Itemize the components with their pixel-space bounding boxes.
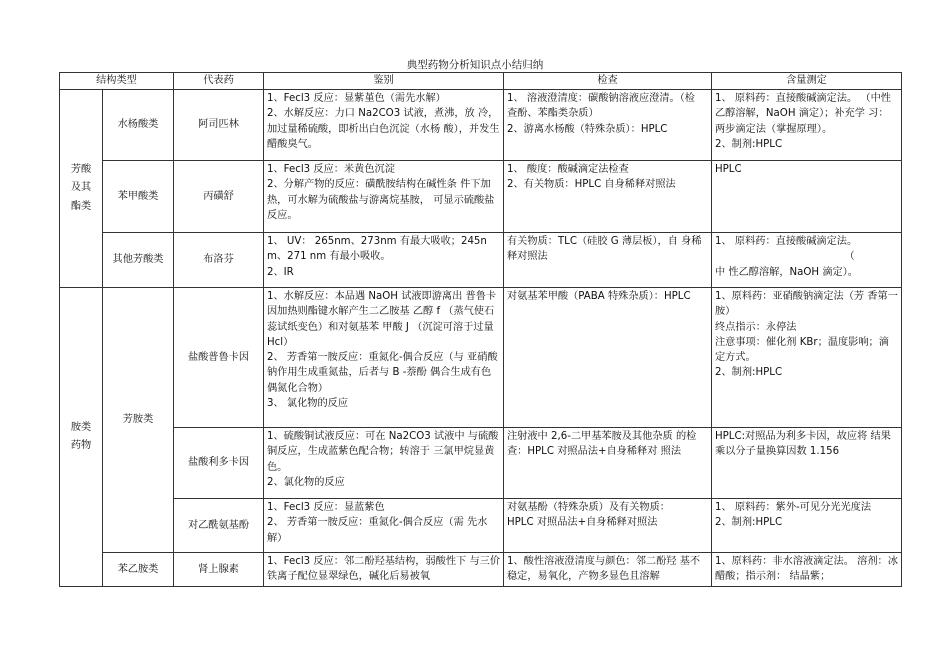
table-row	[60, 288, 902, 428]
group-amine-drugs: 胺类 药物	[60, 288, 103, 587]
group-aromatic-acids: 芳酸 及其 酯类	[60, 90, 103, 288]
header-identification: 鉴别	[264, 73, 504, 90]
identification-cell: 1、水解反应：本品遇 NaOH 试液即游离出 普鲁卡因加热则酯键水解产生二乙胺基 乙醇 f （蒸气使石蕊试纸变色）和对氨基苯 甲酸 J （沉淀可溶于过量 Hcl） 2、 芳香第一胺反应：重氮化-偶合反应（与 亚硝酸钠作用生成重氮盐，后者与 B -萘酚 偶合生成有色偶氮化合物） 3、 氯化物的反应	[264, 288, 504, 428]
header-row	[60, 73, 902, 90]
drug-cell: 布洛芬	[174, 233, 264, 288]
assay-cell: 1、原料药：亚硝酸钠滴定法（芳 香第一胺） 终点指示：永停法 注意事项：催化剂 KBr；温度影响；滴定方式。 2、制剂:HPLC	[712, 288, 902, 428]
assay-cell: 1、原料药：非水溶液滴定法。 溶剂：冰醋酸；指示剂： 结晶紫；	[712, 553, 902, 587]
assay-cell: HPLC:对照品为利多卡因，故应将 结果乘以分子量换算因数 1.156	[712, 428, 902, 499]
inspection-cell: 1、 酸度：酸碱滴定法检查 2、有关物质：HPLC 自身稀释对照法	[504, 161, 712, 233]
knowledge-table	[59, 72, 902, 587]
subtype-cell: 苯乙胺类	[103, 553, 174, 587]
document-title: 典型药物分析知识点小结归纳	[406, 59, 544, 71]
identification-cell: 1、Fecl3 反应：米黄色沉淀 2、分解产物的反应：磺酰胺结构在碱性条 件下加热，可水解为硫酸盐与游离烷基胺， 可显示硫酸盐反应。	[264, 161, 504, 233]
identification-cell: 1、 UV： 265nm、273nm 有最大吸收；245nm、271 nm 有最小吸收。 2、IR	[264, 233, 504, 288]
table-row	[60, 233, 902, 288]
header-drug: 代表药	[174, 73, 264, 90]
header-inspection: 检查	[504, 73, 712, 90]
header-structure-type: 结构类型	[60, 73, 174, 90]
table-row	[60, 553, 902, 587]
identification-cell: 1、硫酸铜试液反应：可在 Na2CO3 试液中 与硫酸铜反应，生成蓝紫色配合物；转溶于 三氯甲烷显黄色。 2、氯化物的反应	[264, 428, 504, 499]
identification-cell: 1、Fecl3 反应：显紫堇色（需先水解） 2、水解反应：力口 Na2CO3 试液，煮沸，放 冷，加过量稀硫酸，即析出白色沉淀（水杨 酸），并发生醋酸臭气。	[264, 90, 504, 161]
inspection-cell: 注射液中 2,6-二甲基苯胺及其他杂质 的检查：HPLC 对照品法+自身稀释对 照法	[504, 428, 712, 499]
inspection-cell: 对氨基苯甲酸（PABA 特殊杂质）：HPLC	[504, 288, 712, 428]
identification-cell: 1、Fecl3 反应：显蓝紫色 2、 芳香第一胺反应：重氮化-偶合反应（需 先水解）	[264, 499, 504, 553]
subtype-cell: 水杨酸类	[103, 90, 174, 161]
subtype-cell: 芳胺类	[103, 288, 174, 553]
drug-cell: 盐酸普鲁卡因	[174, 288, 264, 428]
inspection-cell: 1、 溶液澄清度：碳酸钠溶液应澄清。（检 查酚、苯酯类杂质） 2、游离水杨酸（特殊杂质）：HPLC	[504, 90, 712, 161]
identification-cell: 1、Fecl3 反应：邻二酚羟基结构，弱酸性下 与三价铁离子配位显翠绿色，碱化后易被氧	[264, 553, 504, 587]
assay-cell: HPLC	[712, 161, 902, 233]
drug-cell: 肾上腺素	[174, 553, 264, 587]
table-row	[60, 161, 902, 233]
drug-cell: 阿司匹林	[174, 90, 264, 161]
assay-cell: 1、 原料药：直接酸碱滴定法。 （中性乙醇溶解，NaOH 滴定）；补充学 习：两步滴定法（掌握原理）。 2、制剂:HPLC	[712, 90, 902, 161]
drug-cell: 盐酸利多卡因	[174, 428, 264, 499]
inspection-cell: 有关物质：TLC（硅胶 G 薄层板），自 身稀释对照法	[504, 233, 712, 288]
table-row	[60, 428, 902, 499]
inspection-cell: 1、酸性溶液澄清度与颜色：邻二酚羟 基不稳定，易氧化，产物多显色且溶解	[504, 553, 712, 587]
table-row	[60, 90, 902, 161]
assay-cell: 1、 原料药：紫外-可见分光光度法 2、制剂:HPLC	[712, 499, 902, 553]
drug-cell: 对乙酰氨基酚	[174, 499, 264, 553]
subtype-cell: 苯甲酸类	[103, 161, 174, 233]
inspection-cell: 对氨基酚（特殊杂质）及有关物质： HPLC 对照品法+自身稀释对照法	[504, 499, 712, 553]
assay-cell: 1、 原料药：直接酸碱滴定法。 （ 中 性乙醇溶解，NaOH 滴定）。	[712, 233, 902, 288]
header-assay: 含量测定	[712, 73, 902, 90]
drug-cell: 丙磺舒	[174, 161, 264, 233]
subtype-cell: 其他芳酸类	[103, 233, 174, 288]
table-row	[60, 499, 902, 553]
